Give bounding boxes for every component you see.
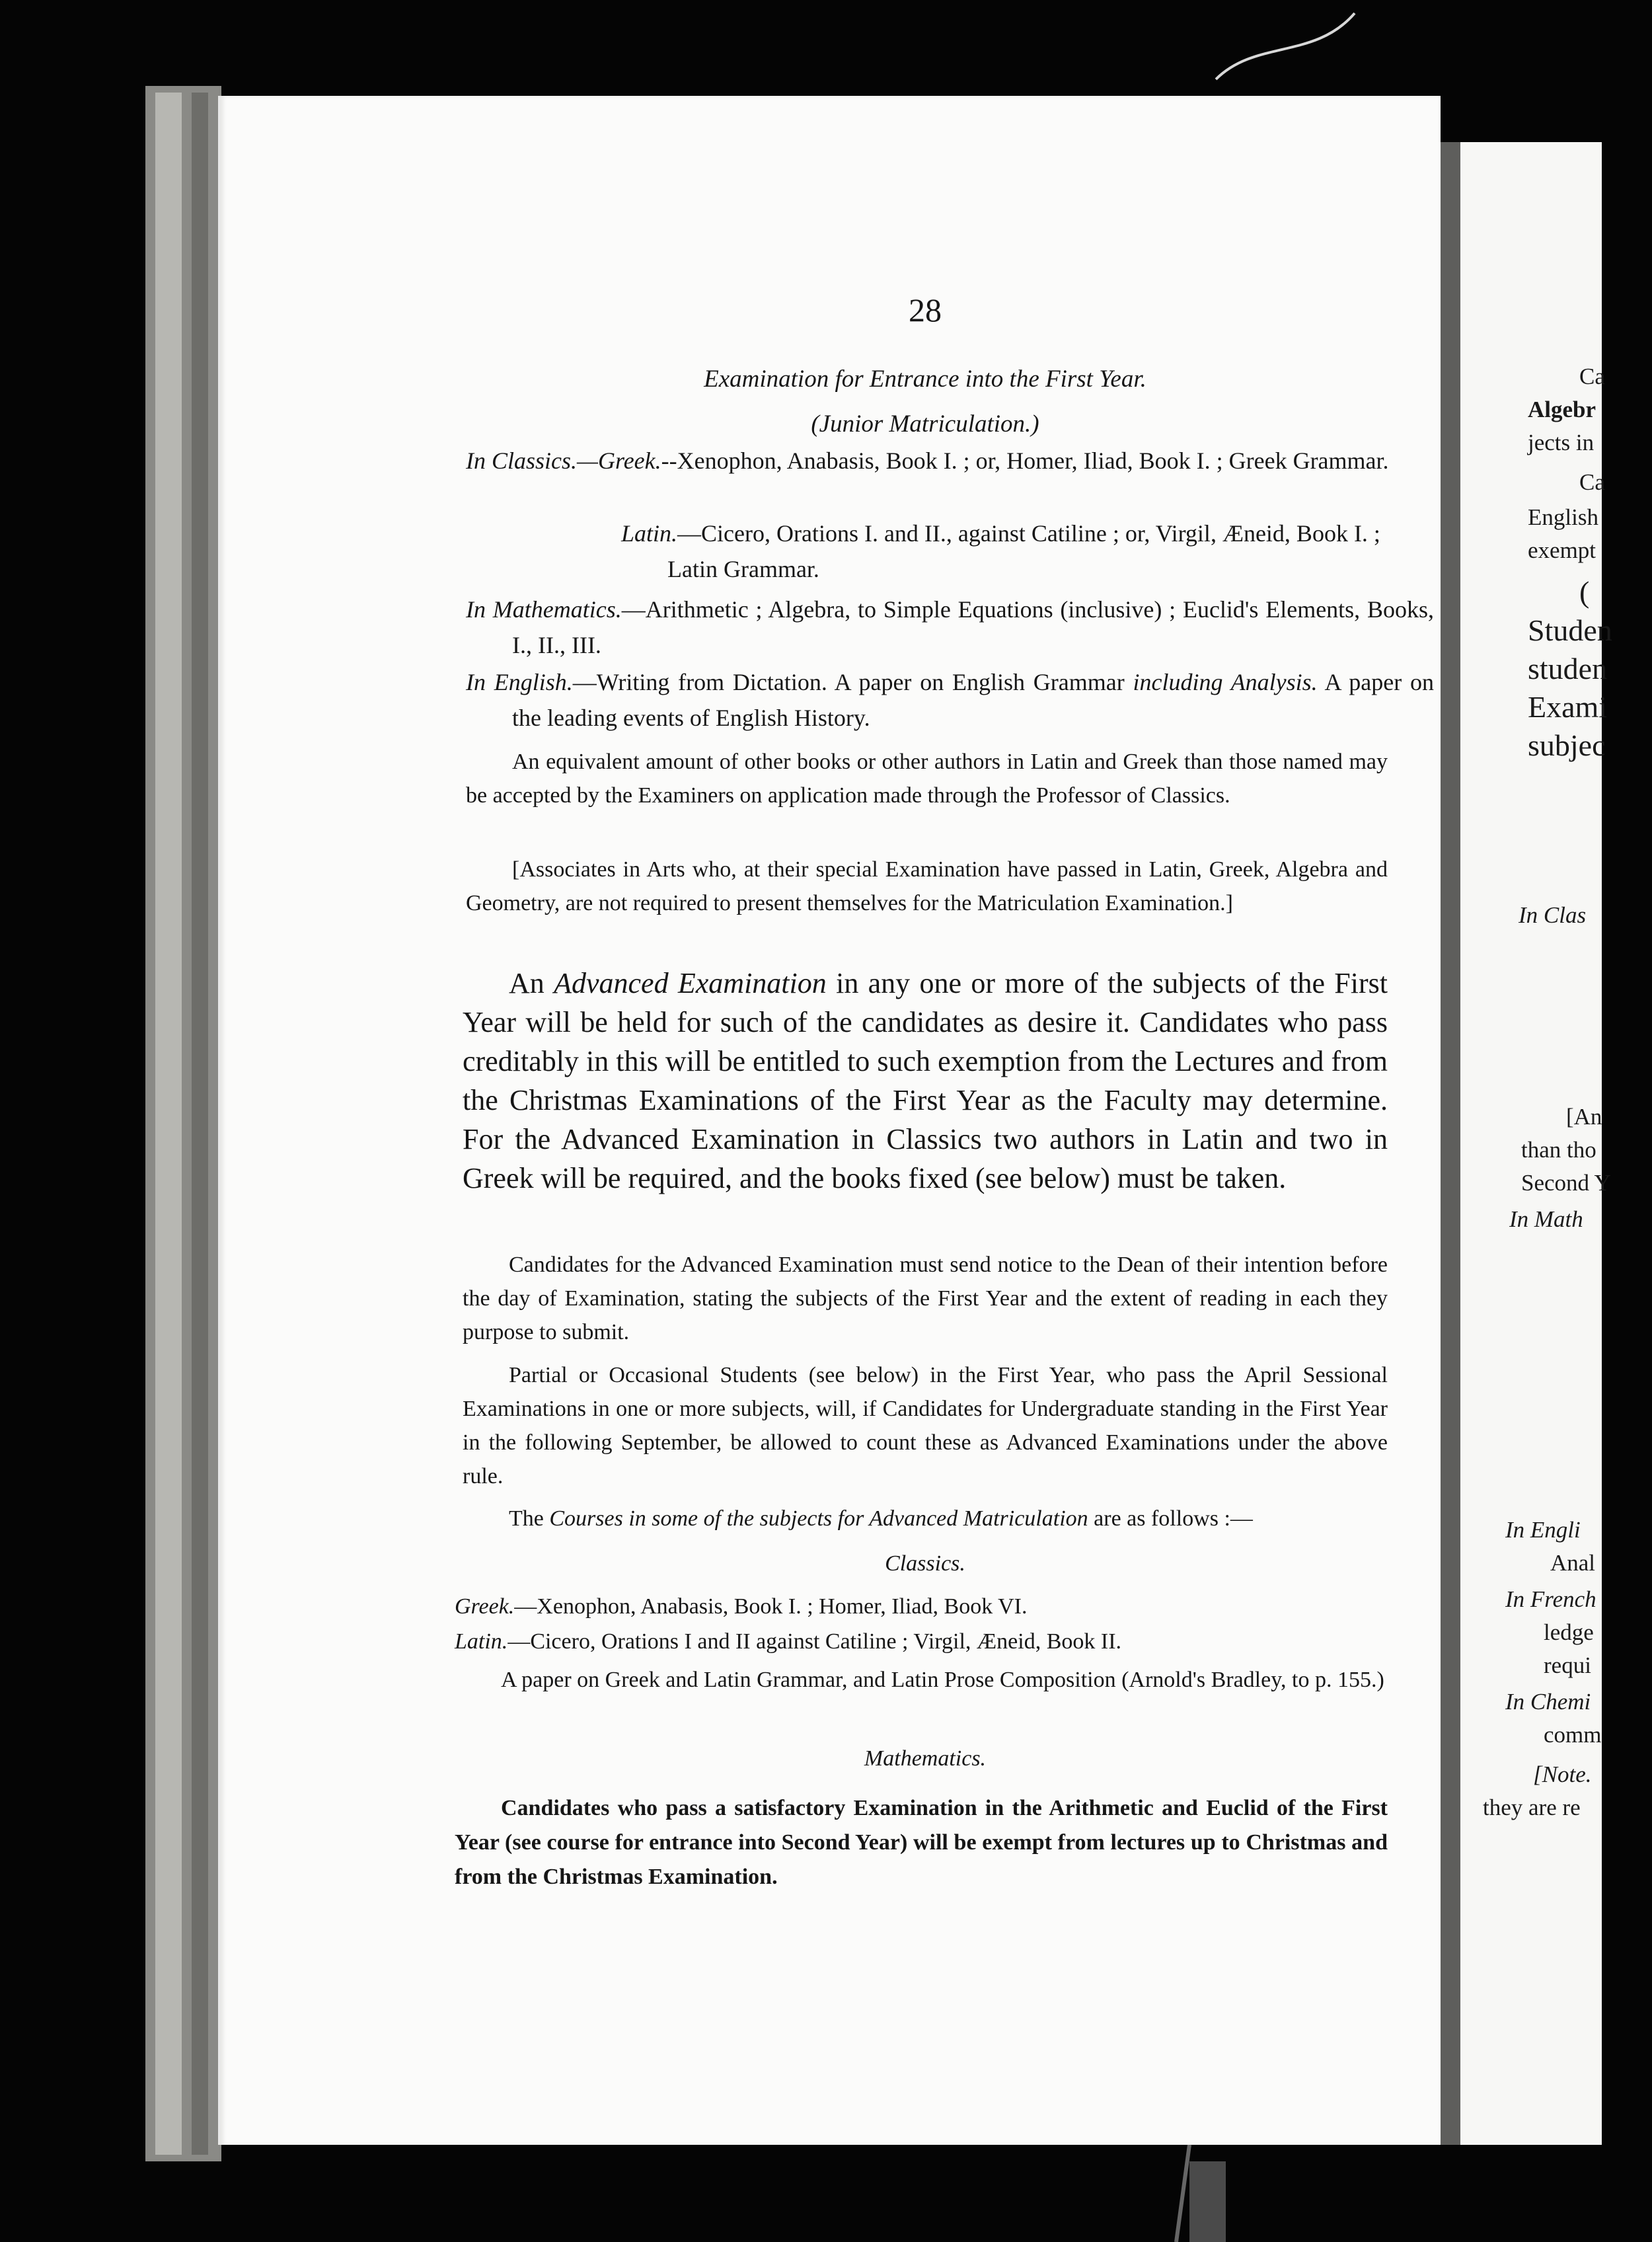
facing-line: subjec xyxy=(1528,728,1606,762)
courses-tail: are as follows :— xyxy=(1088,1506,1253,1531)
facing-line: they are re xyxy=(1483,1795,1581,1820)
facing-line: studen xyxy=(1528,652,1608,685)
advanced-greek-text: —Xenophon, Anabasis, Book I. ; Homer, Iliad, Book VI. xyxy=(514,1594,1028,1619)
classics-course-heading: Classics. xyxy=(885,1551,965,1576)
courses-lead: The xyxy=(509,1506,550,1531)
facing-line: Exami xyxy=(1528,690,1608,724)
advanced-lead: An xyxy=(509,967,554,999)
section-heading: Examination for Entrance into the First Year. xyxy=(704,366,1146,393)
facing-line: Anal xyxy=(1550,1550,1596,1576)
english-emphasis: including Analysis. xyxy=(1133,669,1318,695)
facing-line: In Clas xyxy=(1519,902,1587,928)
facing-line: Ca xyxy=(1579,364,1605,389)
classics-latin-label: Latin. xyxy=(621,520,678,547)
advanced-examination-paragraph xyxy=(463,964,1388,1198)
mathematics-entry xyxy=(466,592,1434,663)
facing-line: ( xyxy=(1579,575,1590,609)
facing-line: Studen xyxy=(1528,613,1612,647)
facing-line: English xyxy=(1528,504,1598,530)
advanced-text: in any one or more of the subjects of the First Year will be held for such of the candidates as desire it. Candidates who pass creditably in this will be entitled to such exemption from the Lectures and from the Christmas Examinations of the First Year as the Faculty may determine. For the Advanced Examination in Classics two authors in Latin and two in Greek will be required, and the books fixed (see below) must be taken. xyxy=(463,967,1388,1194)
equivalent-paragraph: An equivalent amount of other books or other authors in Latin and Greek than those named may be accepted by the Examiners on application made through the Professor of Classics. xyxy=(466,750,1388,808)
facing-line: In Engli xyxy=(1505,1517,1581,1543)
advanced-term: Advanced Examination xyxy=(554,967,827,999)
grammar-paragraph: A paper on Greek and Latin Grammar, and Latin Prose Composition (Arnold's Bradley, to p. 155.) xyxy=(501,1668,1384,1692)
facing-line: Ca xyxy=(1579,469,1605,495)
facing-line: In Chemi xyxy=(1505,1689,1591,1715)
facing-line: Algebr xyxy=(1528,397,1596,422)
advanced-latin-label: Latin. xyxy=(455,1629,508,1654)
facing-line: Second Y xyxy=(1521,1170,1611,1196)
courses-term: Courses in some of the subjects for Advanced Matriculation xyxy=(549,1506,1088,1531)
facing-line: [Note. xyxy=(1533,1761,1592,1787)
mathematics-course-heading: Mathematics. xyxy=(864,1746,987,1771)
facing-line: exempt xyxy=(1528,537,1596,563)
classics-greek-entry xyxy=(466,443,1652,479)
facing-line: than tho xyxy=(1521,1137,1596,1163)
classics-greek-text: --Xenophon, Anabasis, Book I. ; or, Homer, Iliad, Book I. ; Greek Grammar. xyxy=(661,447,1389,474)
classics-greek-label: In Classics.—Greek. xyxy=(466,447,661,474)
section-subheading: (Junior Matriculation.) xyxy=(811,410,1039,438)
english-text: —Writing from Dictation. A paper on English Grammar xyxy=(572,669,1133,695)
notice-paragraph: Candidates for the Advanced Examination must send notice to the Dean of their intention before the day of Examination, stating the subjects of the First Year and the extent of reading in each they purpose to submit. xyxy=(463,1253,1388,1344)
partial-students-paragraph: Partial or Occasional Students (see below) in the First Year, who pass the April Sessional Examinations in one or more subjects, will, if Candidates for Undergraduate standing in the First Year in the following September, be allowed to count these as Advanced Examinations under the above rule. xyxy=(463,1363,1388,1488)
english-label: In English. xyxy=(466,669,573,695)
mathematics-text: —Arithmetic ; Algebra, to Simple Equations (inclusive) ; Euclid's Elements, Books, I., II., III. xyxy=(512,596,1434,658)
associates-paragraph: [Associates in Arts who, at their special Examination have passed in Latin, Greek, Algebra and Geometry, are not required to present themselves for the Matriculation Examination.] xyxy=(466,857,1388,915)
advanced-greek-label: Greek. xyxy=(455,1594,515,1619)
facing-line: In French xyxy=(1505,1586,1596,1612)
facing-line: comm xyxy=(1544,1722,1602,1748)
page-number: 28 xyxy=(909,291,942,329)
classics-latin-entry xyxy=(621,516,1434,587)
facing-line: ledge xyxy=(1544,1619,1594,1645)
courses-intro xyxy=(509,1502,1388,1535)
facing-line: jects in xyxy=(1528,430,1595,455)
english-text-2: A paper on the leading events of English History. xyxy=(512,669,1435,731)
mathematics-exemption-paragraph: Candidates who pass a satisfactory Examination in the Arithmetic and Euclid of the First Year (see course for entrance into Second Year) will be exempt from lectures up to Christmas and from the Christmas Examination. xyxy=(455,1796,1388,1889)
advanced-latin-entry xyxy=(455,1625,1388,1658)
english-entry xyxy=(466,664,1434,736)
advanced-greek-entry xyxy=(455,1590,1388,1623)
facing-line: In Math xyxy=(1509,1206,1583,1232)
classics-latin-text: —Cicero, Orations I. and II., against Catiline ; or, Virgil, Æneid, Book I. ; Latin Grammar. xyxy=(667,520,1380,582)
advanced-latin-text: —Cicero, Orations I and II against Catiline ; Virgil, Æneid, Book II. xyxy=(507,1629,1122,1654)
facing-line: requi xyxy=(1544,1652,1591,1678)
facing-line: [An xyxy=(1566,1104,1602,1130)
mathematics-label: In Mathematics. xyxy=(466,596,622,623)
